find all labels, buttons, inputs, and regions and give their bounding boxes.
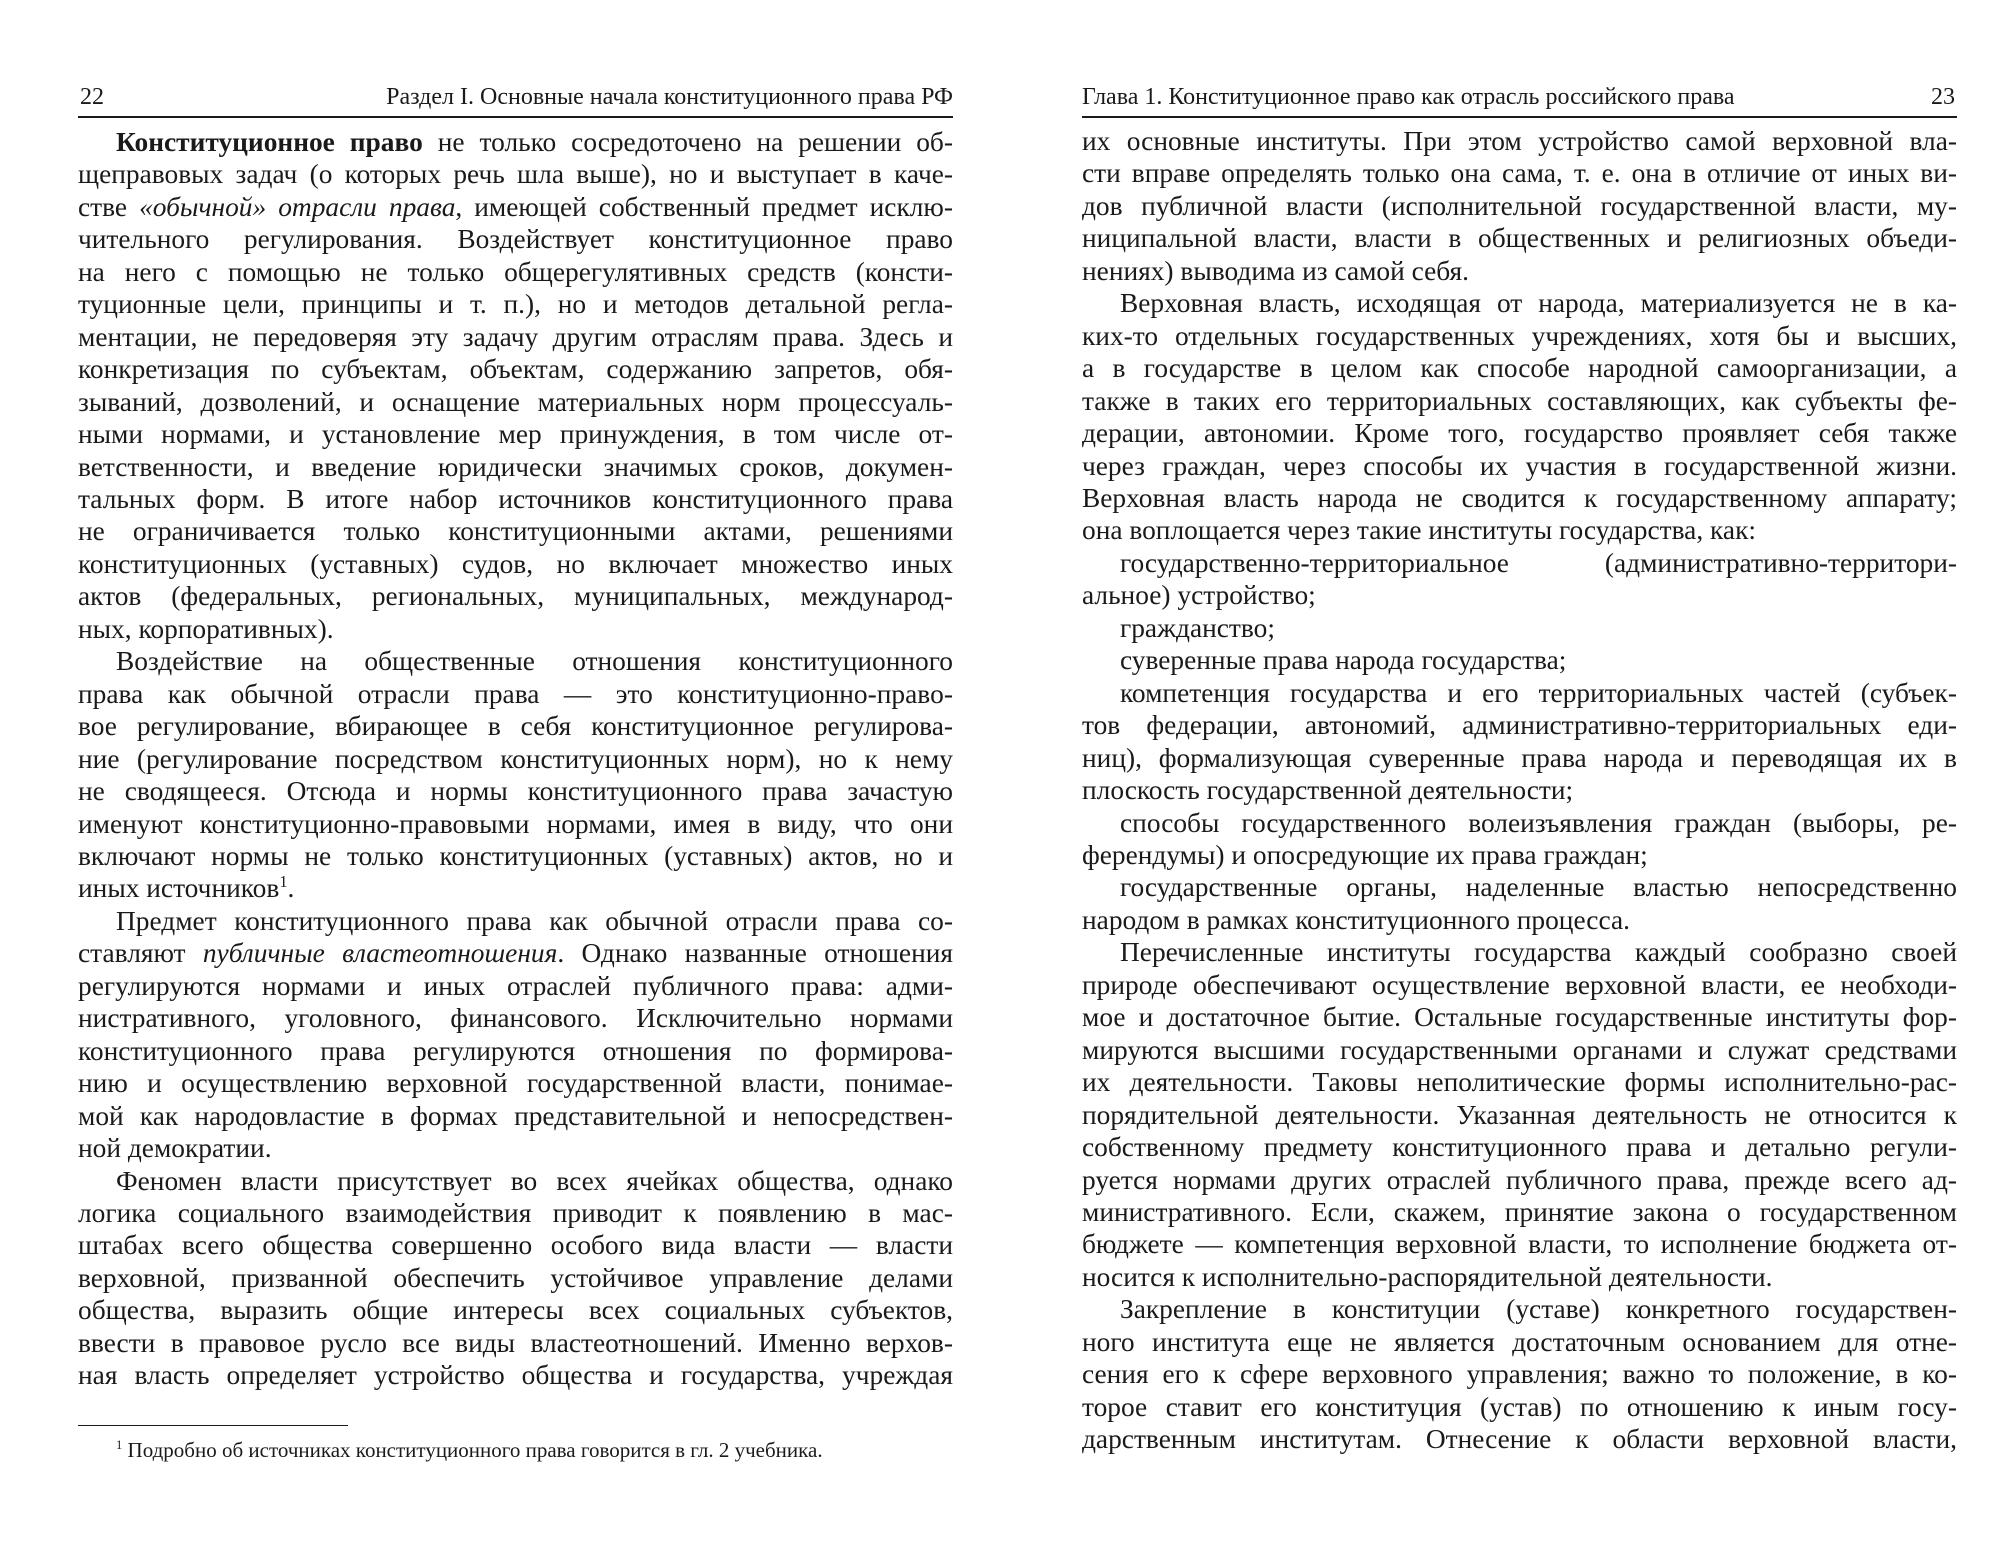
text-line: гражданство; <box>1120 612 1275 643</box>
bold-term: Конституционное право <box>116 127 423 157</box>
list-item <box>1082 612 1957 644</box>
paragraph <box>78 1165 953 1392</box>
text-line: тов федерации, автономий, административно-территориальных еди- <box>1082 710 1957 741</box>
page-number-right: 23 <box>1931 84 1955 110</box>
text-line: ной демократии. <box>78 1133 272 1164</box>
paragraph <box>1082 287 1957 547</box>
text-line: актов (федеральных, региональных, муниципальных, международ- <box>78 581 953 612</box>
text-line: порядительной деятельности. Указанная деятельность не относится к <box>1082 1099 1957 1130</box>
text-line: носится к исполнительно-распорядительной деятельности. <box>1082 1261 1773 1292</box>
paragraph <box>1082 125 1957 287</box>
text-line: бюджете — компетенция верховной власти, то исполнение бюджета от- <box>1082 1229 1957 1260</box>
footnote-ref[interactable]: 1 <box>279 872 288 892</box>
text-line: регулируются нормами и иных отраслей публичного права: адми- <box>78 970 953 1001</box>
text-line: их деятельности. Таковы неполитические формы исполнительно-рас- <box>1082 1067 1957 1098</box>
text-line: иных источников$^1$. <box>78 872 295 904</box>
text-line: а в государстве в целом как способе народной самоорганизации, а <box>1082 353 1957 384</box>
text-line: через граждан, через способы их участия в государственной жизни. <box>1082 450 1957 481</box>
text-line: включают нормы не только конституционных (уставных) актов, но и <box>78 840 953 871</box>
text-line: руется нормами других отраслей публичного права, прежде всего ад- <box>1082 1164 1957 1195</box>
text-line: Феномен власти присутствует во всех ячейках общества, однако <box>116 1165 953 1196</box>
paragraph <box>78 645 953 905</box>
text-line: зываний, дозволений, и оснащение материальных норм процессуаль- <box>78 386 953 417</box>
running-head-right <box>1082 82 1957 118</box>
text-line: Воздействие на общественные отношения конституционного <box>116 646 953 677</box>
paragraph <box>1082 1293 1957 1455</box>
text-line: ввести в правовое русло все виды властеотношений. Именно верхов- <box>78 1327 953 1358</box>
text-line: ниц), формализующая суверенные права народа и переводящая их в <box>1082 742 1957 773</box>
text-line: министративного. Если, скажем, принятие закона о государственном <box>1082 1196 1957 1227</box>
paragraph <box>78 905 953 1165</box>
text-line: ниципальной власти, власти в общественных и религиозных объеди- <box>1082 223 1957 254</box>
text-line: народом в рамках конституционного процесса. <box>1082 904 1630 935</box>
text-line: способы государственного волеизъявления граждан (выборы, ре- <box>1120 807 1957 838</box>
footnote-text: Подробно об источниках конституционного права говорится в гл. 2 учебника. <box>122 1438 823 1462</box>
text-line: государственные органы, наделенные властью непосредственно <box>1120 872 1957 903</box>
text-line: чительного регулирования. Воздействует конституционное право <box>78 224 953 255</box>
text-line: вое регулирование, вбирающее в себя конституционное регулирова- <box>78 711 953 742</box>
text-line: ментации, не передоверяя эту задачу другим отраслям права. Здесь и <box>78 321 953 352</box>
text-line: дарственным институтам. Отнесение к области верховной власти, <box>1082 1424 1957 1455</box>
text-line: также в таких его территориальных составляющих, как субъекты фе- <box>1082 385 1957 416</box>
text-line: общества, выразить общие интересы всех социальных субъектов, <box>78 1295 953 1326</box>
text-line: их основные институты. При этом устройство самой верховной вла- <box>1082 126 1957 156</box>
text-line: Закрепление в конституции (уставе) конкретного государствен- <box>1120 1294 1957 1325</box>
running-title-left: Раздел I. Основные начала конституционного права РФ <box>386 84 953 110</box>
text-line: не ограничивается только конституционными актами, решениями <box>78 516 953 547</box>
text-line: нениях) выводима из самой себя. <box>1082 255 1469 286</box>
page-number-left: 22 <box>80 84 104 110</box>
text-line: собственному предмету конституционного права и детально регули- <box>1082 1132 1957 1163</box>
text-line: не сводящееся. Отсюда и нормы конституционного права зачастую <box>78 776 953 807</box>
paragraph <box>78 126 953 645</box>
text-line: конкретизация по субъектам, объектам, содержанию запретов, обя- <box>78 354 953 385</box>
list-item <box>1082 677 1957 807</box>
text-line: мое и достаточное бытие. Остальные государственные институты фор- <box>1082 1002 1957 1033</box>
list-item <box>1082 547 1957 612</box>
text-line: верховной, призванной обеспечить устойчивое управление делами <box>78 1262 953 1293</box>
left-page-body <box>78 126 953 1392</box>
italic-term: публичные властеотношения <box>202 938 558 969</box>
text-line: ных, корпоративных). <box>78 613 334 644</box>
text-line: тальных форм. В итоге набор источников конституционного права <box>78 483 953 514</box>
text-line: щеправовых задач (о которых речь шла выше), но и выступает в каче- <box>78 159 953 190</box>
text-line: штабах всего общества совершенно особого вида власти — власти <box>78 1230 953 1261</box>
footnote <box>116 1437 956 1463</box>
text-line: именуют конституционно-правовыми нормами, имея в виду, что они <box>78 808 953 839</box>
text-line: стве «обычной» отрасли права, имеющей собственный предмет исклю- <box>78 191 953 222</box>
text-line: Верховная власть народа не сводится к государственному аппарату; <box>1082 482 1957 513</box>
text-line: на него с помощью не только общерегулятивных средств (консти- <box>78 256 953 287</box>
text-line: ставляют публичные властеотношения. Однако названные отношения <box>78 938 953 969</box>
text-line: права как обычной отрасли права — это конституционно-правo- <box>78 678 953 709</box>
text-line: торое ставит его конституция (устав) по отношению к иным госу- <box>1082 1391 1957 1422</box>
text-line: сти вправе определять только она сама, т. е. она в отличие от иных ви- <box>1082 158 1957 189</box>
text-line: нию и осуществлению верховной государственной власти, понимае- <box>78 1068 953 1099</box>
text-line: альное) устройство; <box>1082 580 1316 611</box>
text-line: она воплощается через такие институты государства, как: <box>1082 515 1756 546</box>
list-item <box>1082 871 1957 936</box>
text-line: нистративного, уголовного, финансового. Исключительно нормами <box>78 1003 953 1034</box>
text-line: Верховная власть, исходящая от народа, материализуется не в ка- <box>1120 288 1957 319</box>
text-line: компетенция государства и его территориальных частей (субъек- <box>1120 677 1957 708</box>
list-item <box>1082 807 1957 872</box>
text-line: мой как народовластие в формах представительной и непосредствен- <box>78 1100 953 1131</box>
text-line: ких-то отдельных государственных учреждениях, хотя бы и высших, <box>1082 320 1957 351</box>
text-line: ная власть определяет устройство общества и государства, учреждая <box>78 1360 953 1391</box>
running-title-right: Глава 1. Конституционное право как отрасль российского права <box>1082 84 1735 110</box>
text-line: дов публичной власти (исполнительной государственной власти, му- <box>1082 190 1957 221</box>
text-line: государственно-территориальное (административно-территори- <box>1120 547 1957 578</box>
text-line: Конституционное право не только сосредоточено на решении об- <box>116 127 953 157</box>
text-line: ние (регулирование посредством конституционных норм), но к нему <box>78 743 953 774</box>
text-line: конституционного права регулируются отношения по формирова- <box>78 1035 953 1066</box>
text-line: Перечисленные институты государства каждый сообразно своей <box>1120 937 1957 968</box>
running-head-left <box>78 82 953 118</box>
text-line: ферендумы) и опосредующие их права граждан; <box>1082 839 1648 870</box>
footnote-divider <box>78 1425 348 1426</box>
text-line: плоскость государственной деятельности; <box>1082 775 1574 806</box>
text-line: дерации, автономии. Кроме того, государство проявляет себя также <box>1082 418 1957 449</box>
right-page-body <box>1082 125 1957 1456</box>
text-line: ного института еще не является достаточным основанием для отне- <box>1082 1326 1957 1357</box>
text-line: мируются высшими государственными органами и служат средствами <box>1082 1034 1957 1065</box>
text-line: туционные цели, принципы и т. п.), но и методов детальной регла- <box>78 289 953 320</box>
text-line: конституционных (уставных) судов, но включает множество иных <box>78 548 953 579</box>
text-line: ными нормами, и установление мер принуждения, в том числе от- <box>78 419 953 450</box>
italic-term: «обычной» отрасли права <box>139 191 456 222</box>
text-line: природе обеспечивают осуществление верховной власти, ее необходи- <box>1082 969 1957 1000</box>
text-line: суверенные права народа государства; <box>1120 645 1567 676</box>
paragraph <box>1082 936 1957 1293</box>
text-line: Предмет конституционного права как обычной отрасли права со- <box>116 905 953 936</box>
text-line: логика социального взаимодействия приводит к появлению в мас- <box>78 1197 953 1228</box>
text-line: ветственности, и введение юридически значимых сроков, докумен- <box>78 451 953 482</box>
text-line: сения его к сфере верховного управления; важно то положение, в ко- <box>1082 1359 1957 1390</box>
list-item <box>1082 644 1957 676</box>
footnote-marker: 1 <box>116 1438 123 1452</box>
